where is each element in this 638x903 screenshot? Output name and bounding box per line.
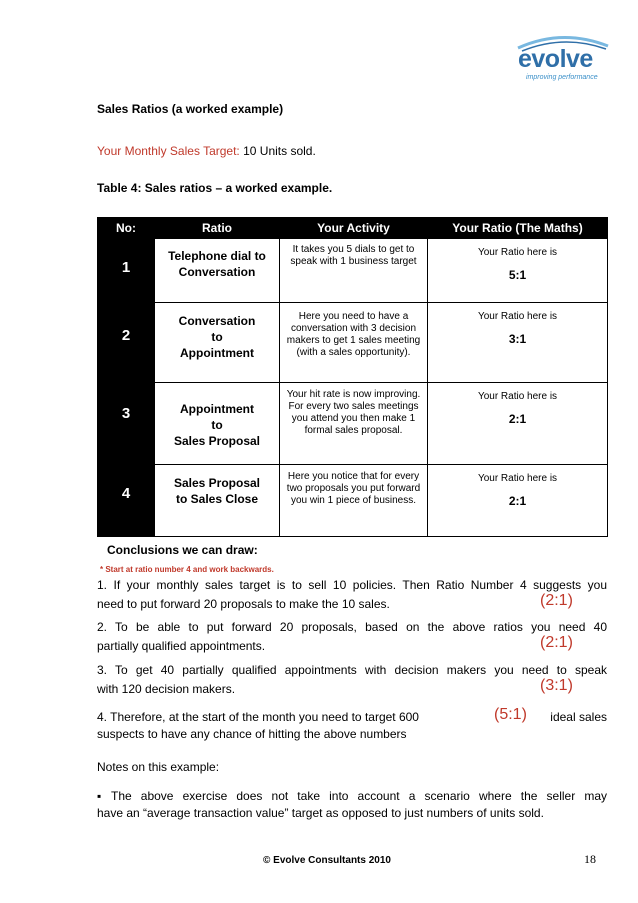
- evolve-logo: [512, 34, 612, 84]
- page-number: 18: [584, 852, 596, 866]
- document-title: Sales Ratios (a worked example): [97, 102, 284, 116]
- conclusion-point-2: 2. To be able to put forward 20 proposals, based on the above ratios you need 40 partially qualified appointments. (2:1): [97, 620, 607, 653]
- header-maths: Your Ratio (The Maths): [428, 218, 608, 239]
- maths-cell: Your Ratio here is 5:1: [428, 239, 608, 303]
- header-no: No:: [98, 218, 155, 239]
- logo-tagline: improving performance: [526, 74, 598, 81]
- ratio-cell: Appointment to Sales Proposal: [155, 383, 280, 465]
- table-row: [98, 303, 608, 383]
- activity-cell: It takes you 5 dials to get to speak with 1 business target: [280, 239, 428, 303]
- ratio-cell: Telephone dial to Conversation: [155, 239, 280, 303]
- row-number: 4: [98, 465, 155, 537]
- row-number: 1: [98, 239, 155, 303]
- maths-cell: Your Ratio here is 2:1: [428, 465, 608, 537]
- activity-cell: Your hit rate is now improving. For every two sales meetings you attend you then make 1 formal sales proposal.: [280, 383, 428, 465]
- header-activity: Your Activity: [280, 218, 428, 239]
- start-note: * Start at ratio number 4 and work backwards.: [100, 565, 274, 574]
- activity-cell: Here you need to have a conversation with 3 decision makers to get 1 sales meeting (with a sales opportunity).: [280, 303, 428, 383]
- table-row: [98, 383, 608, 465]
- sales-target-label: Your Monthly Sales Target:: [97, 144, 240, 158]
- sales-ratios-table: [97, 217, 608, 537]
- table-row: [98, 465, 608, 537]
- conclusion-point-4: 4. Therefore, at the start of the month you need to target 600 (5:1) ideal sales suspects to have any chance of hitting the above numbers: [97, 706, 607, 741]
- table-header-row: [98, 218, 608, 239]
- logo-word: evolve: [518, 45, 593, 73]
- table-row: [98, 239, 608, 303]
- ratio-highlight: (5:1): [494, 706, 527, 723]
- sales-target-line: [97, 144, 316, 159]
- conclusion-point-3: 3. To get 40 partially qualified appointments with decision makers you need to speak with 120 decision makers. (3:1): [97, 663, 607, 696]
- bullet-square-icon: ▪: [97, 789, 102, 803]
- sales-target-value: 10 Units sold.: [243, 144, 316, 158]
- bullet-note: ▪ The above exercise does not take into account a scenario where the seller may have an “average transaction value” target as opposed to just numbers of units sold.: [97, 789, 607, 820]
- notes-heading: Notes on this example:: [97, 760, 220, 774]
- row-number: 3: [98, 383, 155, 465]
- ratio-cell: Sales Proposal to Sales Close: [155, 465, 280, 537]
- maths-cell: Your Ratio here is 3:1: [428, 303, 608, 383]
- conclusion-point-1: 1. If your monthly sales target is to sell 10 policies. Then Ratio Number 4 suggests you need to put forward 20 proposals to make the 10 sales. (2:1): [97, 578, 607, 611]
- table-caption: Table 4: Sales ratios – a worked example.: [97, 181, 333, 195]
- row-number: 2: [98, 303, 155, 383]
- ratio-highlight: (2:1): [540, 634, 573, 651]
- conclusions-heading: Conclusions we can draw:: [107, 543, 258, 557]
- footer-copyright: © Evolve Consultants 2010: [263, 855, 391, 866]
- ratio-cell: Conversation to Appointment: [155, 303, 280, 383]
- maths-cell: Your Ratio here is 2:1: [428, 383, 608, 465]
- ratio-highlight: (3:1): [540, 677, 573, 694]
- ratio-highlight: (2:1): [540, 592, 573, 609]
- header-ratio: Ratio: [155, 218, 280, 239]
- activity-cell: Here you notice that for every two proposals you put forward you win 1 piece of business.: [280, 465, 428, 537]
